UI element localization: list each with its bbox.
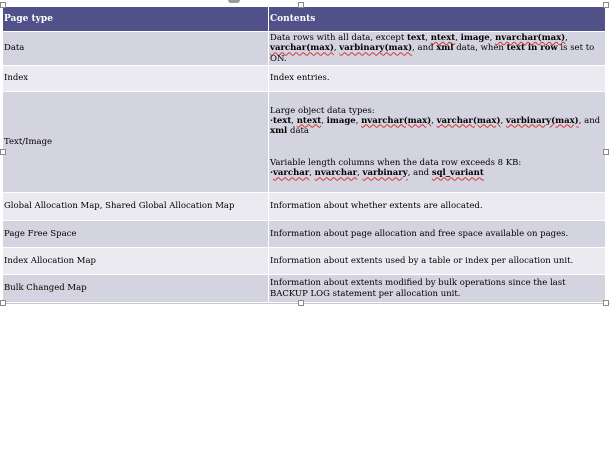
text: Data rows with all data, except — [270, 33, 407, 44]
type-text: text — [272, 115, 292, 126]
header-page-type: Page type — [3, 7, 269, 32]
table-row — [3, 193, 606, 221]
cell-contents: Information about extents modified by bulk operations since the last BACKUP LOG statement per allocation unit. — [269, 275, 606, 303]
resize-handle-top-right[interactable] — [603, 2, 609, 8]
text: is set to ON. — [270, 43, 595, 64]
bullet: · — [270, 168, 273, 179]
cell-contents — [269, 32, 606, 66]
sep: , and — [578, 115, 601, 126]
type-nvarchar-max: nvarchar(max) — [495, 33, 566, 44]
sep: , — [565, 33, 568, 44]
page-types-table[interactable] — [2, 6, 606, 303]
table-row — [3, 32, 606, 66]
cell-contents: Index entries. — [269, 66, 606, 92]
cell-page-type: Page Free Space — [3, 221, 269, 248]
cell-page-type: Index Allocation Map — [3, 248, 269, 275]
sep: , and — [407, 168, 432, 179]
type-ntext: ntext — [296, 115, 322, 126]
table-row — [3, 92, 606, 193]
sep: , — [357, 168, 363, 179]
sep: , — [489, 33, 496, 44]
resize-handle-bottom-center[interactable] — [298, 300, 304, 306]
header-contents: Contents — [269, 7, 606, 32]
cell-page-type: Data — [3, 32, 269, 66]
resize-handle-top-center[interactable] — [298, 2, 304, 8]
cell-page-type: Index — [3, 66, 269, 92]
sep: , — [431, 115, 437, 126]
sep: , — [321, 115, 327, 126]
cell-contents: Information about page allocation and free space available on pages. — [269, 221, 606, 248]
cell-contents — [269, 92, 606, 193]
resize-handle-middle-right[interactable] — [603, 149, 609, 155]
object-handle-top[interactable] — [228, 0, 240, 3]
type-image: image — [326, 115, 356, 126]
type-varbinary: varbinary — [362, 168, 408, 179]
bullet: · — [270, 115, 273, 126]
type-xml: xml — [436, 43, 454, 54]
sep: data — [287, 125, 309, 136]
table-row — [3, 66, 606, 92]
option-text-in-row: text in row — [506, 43, 558, 54]
type-sql-variant: sql_variant — [431, 168, 484, 179]
resize-handle-bottom-left[interactable] — [0, 300, 6, 306]
cell-page-type: Text/Image — [3, 92, 269, 193]
resize-handle-top-left[interactable] — [0, 2, 6, 8]
type-nvarchar: nvarchar — [314, 168, 358, 179]
sep: , — [355, 115, 362, 126]
cell-contents: Information about whether extents are allocated. — [269, 193, 606, 221]
type-varchar: varchar — [272, 168, 310, 179]
type-nvarchar-max: nvarchar(max) — [361, 115, 432, 126]
sep: , — [309, 168, 315, 179]
type-xml: xml — [270, 125, 288, 136]
type-ntext: ntext — [430, 33, 456, 44]
table-header-row — [3, 7, 606, 32]
type-varbinary-max: varbinary(max) — [505, 115, 579, 126]
sep: data, when — [453, 43, 507, 54]
sep: , — [333, 43, 340, 54]
sep: , and — [412, 43, 437, 54]
sep: , — [291, 115, 297, 126]
table-row — [3, 275, 606, 303]
cell-page-type: Global Allocation Map, Shared Global Allocation Map — [3, 193, 269, 221]
resize-handle-middle-left[interactable] — [0, 149, 6, 155]
type-image: image — [460, 33, 490, 44]
lob-intro: Large object data types: — [270, 105, 375, 116]
spacer — [270, 136, 603, 158]
type-varchar-max: varchar(max) — [270, 43, 334, 54]
sep: , — [500, 115, 506, 126]
type-varchar-max: varchar(max) — [436, 115, 501, 126]
cell-contents: Information about extents used by a table or index per allocation unit. — [269, 248, 606, 275]
selection-bottom-edge — [0, 303, 610, 304]
cell-page-type: Bulk Changed Map — [3, 275, 269, 303]
resize-handle-bottom-right[interactable] — [603, 300, 609, 306]
sep: , — [425, 33, 431, 44]
sep: , — [455, 33, 461, 44]
varlen-intro: Variable length columns when the data row exceeds 8 KB: — [270, 158, 522, 169]
table-row — [3, 221, 606, 248]
type-text: text — [406, 33, 426, 44]
table-row — [3, 248, 606, 275]
type-varbinary-max: varbinary(max) — [339, 43, 413, 54]
